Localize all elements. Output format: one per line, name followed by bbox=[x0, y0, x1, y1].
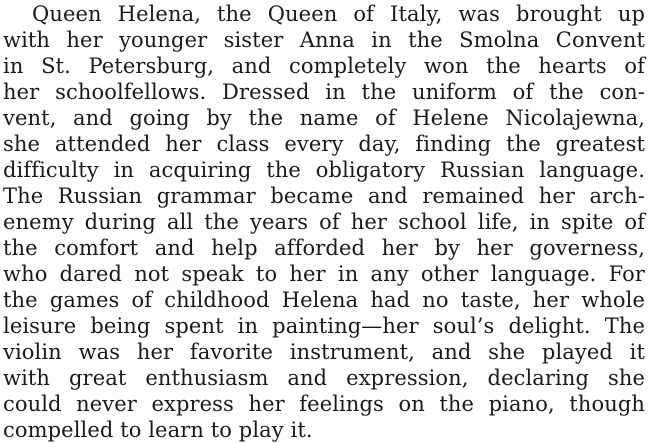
text-line-9: enemy during all the years of her school life, in spite of bbox=[3, 210, 645, 234]
text-line-12: the games of childhood Helena had no taste, her whole bbox=[3, 288, 645, 312]
text-line-6: she attended her class every day, finding the greatest bbox=[3, 132, 645, 156]
text-line-13: leisure being spent in painting—her soul’s delight. The bbox=[3, 314, 645, 338]
text-line-4: her schoolfellows. Dressed in the uniform of the con- bbox=[3, 80, 645, 104]
text-line-2: with her younger sister Anna in the Smolna Convent bbox=[3, 28, 645, 52]
text-line-16: could never express her feelings on the piano, though bbox=[3, 392, 645, 416]
text-line-8: The Russian grammar became and remained her arch- bbox=[3, 184, 645, 208]
text-line-15: with great enthusiasm and expression, declaring she bbox=[3, 366, 645, 390]
text-line-17: compelled to learn to play it. bbox=[3, 418, 313, 442]
text-line-5: vent, and going by the name of Helene Nicolajewna, bbox=[3, 106, 645, 130]
text-line-10: the comfort and help afforded her by her governess, bbox=[3, 236, 645, 260]
text-line-7: difficulty in acquiring the obligatory Russian language. bbox=[3, 158, 645, 182]
text-line-3: in St. Petersburg, and completely won the hearts of bbox=[3, 54, 645, 78]
text-line-11: who dared not speak to her in any other language. For bbox=[3, 262, 645, 286]
text-line-1: Queen Helena, the Queen of Italy, was brought up bbox=[32, 2, 645, 26]
text-line-14: violin was her favorite instrument, and she played it bbox=[3, 340, 645, 364]
